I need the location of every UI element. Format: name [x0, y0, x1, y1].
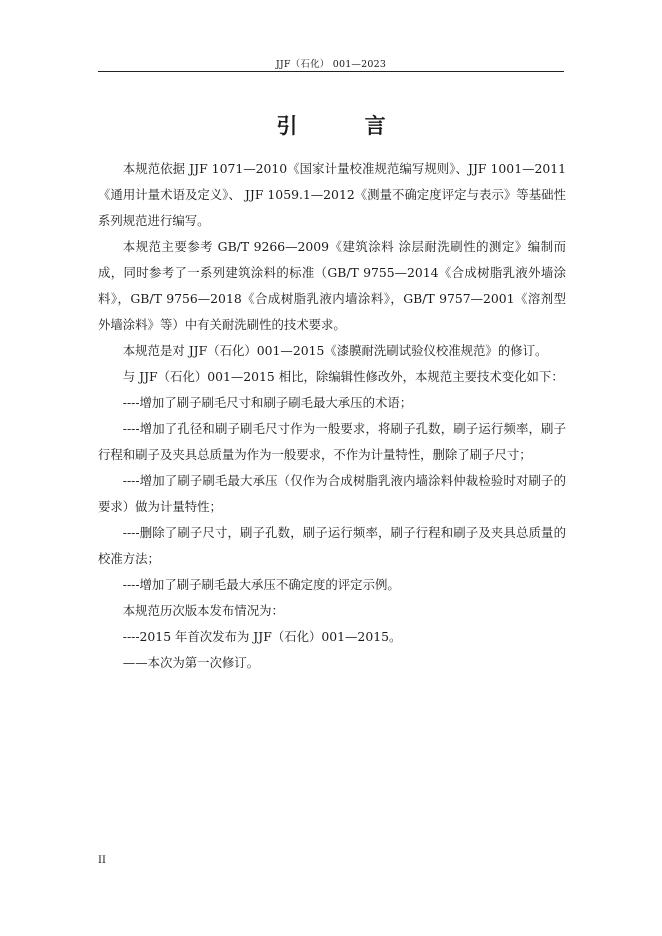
history-item: ----2015 年首次发布为 JJF（石化）001—2015。: [122, 629, 402, 644]
running-header: JJF（石化） 001—2023: [275, 59, 387, 70]
change-item: ----增加了刷子刷毛最大承压（仅作为合成树脂乳液内墙涂料仲裁检验时对刷子的要求）做为计量特性；: [98, 473, 566, 514]
page-title: 引 言: [276, 114, 416, 138]
paragraph-basis: 本规范依据 JJF 1071—2010《国家计量校准规范编写规则》、JJF 1001—2011《通用计量术语及定义》、 JJF 1059.1—2012《测量不确定度评定与表示》等基础性系列规范进行编写。: [98, 161, 566, 228]
history-item: ——本次为第一次修订。: [122, 655, 260, 670]
body-text: [98, 156, 566, 676]
page-number: II: [98, 855, 106, 866]
paragraph-references: 本规范主要参考 GB/T 9266—2009《建筑涂料 涂层耐洗刷性的测定》编制而成，同时参考了一系列建筑涂料的标准（GB/T 9755—2014《合成树脂乳液外墙涂料》，GB/T 9756—2018《合成树脂乳液内墙涂料》，GB/T 9757—2001《溶剂型外墙涂料》等）中有关耐洗刷性的技术要求。: [98, 239, 566, 332]
paragraph-changes-intro: 与 JJF（石化）001—2015 相比，除编辑性修改外，本规范主要技术变化如下：: [122, 369, 564, 384]
change-item: ----增加了刷子刷毛尺寸和刷子刷毛最大承压的术语；: [122, 395, 413, 410]
paragraph-revision: 本规范是对 JJF（石化）001—2015《漆膜耐洗刷试验仪校准规范》的修订。: [122, 343, 548, 358]
change-item: ----增加了孔径和刷子刷毛尺寸作为一般要求，将刷子孔数，刷子运行频率，刷子行程和刷子及夹具总质量为作为一般要求，不作为计量特性，删除了刷子尺寸；: [98, 421, 566, 462]
header-rule: [98, 71, 564, 72]
change-item: ----删除了刷子尺寸，刷子孔数，刷子运行频率，刷子行程和刷子及夹具总质量的校准方法；: [98, 525, 566, 566]
change-item: ----增加了刷子刷毛最大承压不确定度的评定示例。: [122, 577, 400, 592]
paragraph-history-intro: 本规范历次版本发布情况为：: [122, 603, 284, 618]
